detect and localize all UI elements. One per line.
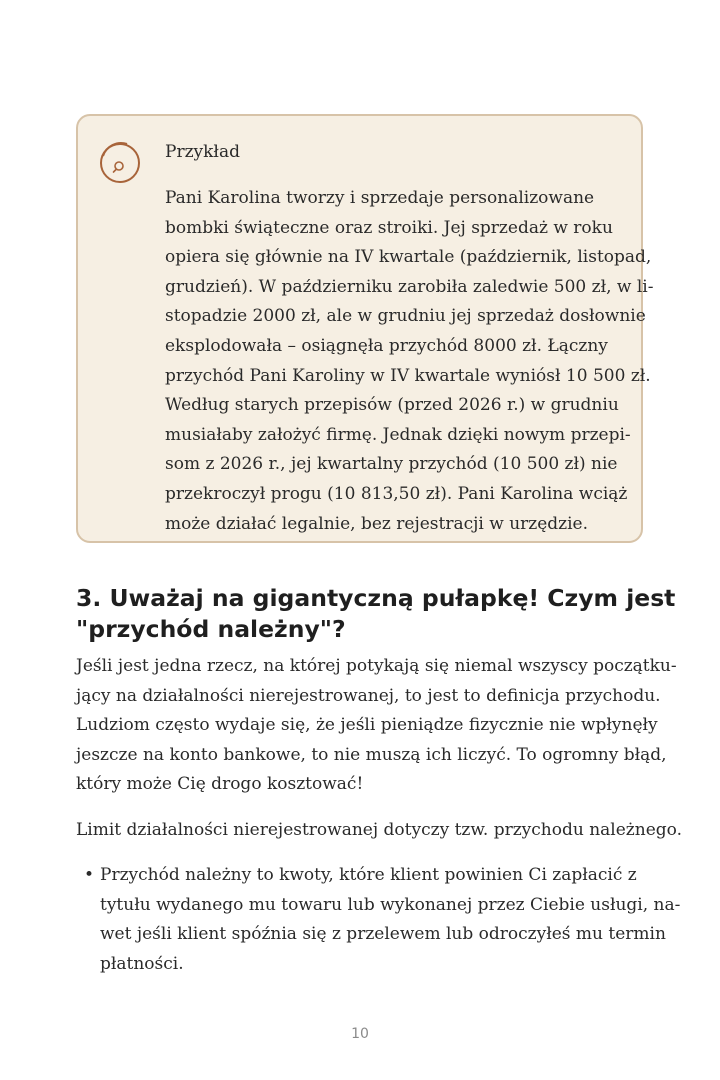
- callout-body: [165, 184, 654, 539]
- bullet-line: tytułu wydanego mu towaru lub wykonanej przez Ciebie usługi, na-: [100, 894, 681, 915]
- callout-line: stopadzie 2000 zł, ale w grudniu jej sprzedaż dosłownie: [165, 306, 646, 327]
- magnifier-search-icon: [97, 140, 141, 184]
- bullet-text: [100, 861, 681, 979]
- paragraph-line: Ludziom często wydaje się, że jeśli pieniądze fizycznie nie wpłynęły: [76, 715, 658, 736]
- bullet-line: wet jeśli klient spóźnia się z przelewem lub odroczyłeś mu termin: [100, 924, 666, 945]
- paragraph-line: Limit działalności nierejestrowanej dotyczy tzw. przychodu należnego.: [76, 820, 682, 840]
- callout-line: grudzień). W październiku zarobiła zaledwie 500 zł, w li-: [165, 276, 654, 297]
- paragraph-line: który może Cię drogo kosztować!: [76, 774, 364, 795]
- callout-line: może działać legalnie, bez rejestracji w urzędzie.: [165, 513, 589, 534]
- page-number: 10: [351, 1026, 369, 1042]
- callout-line: musiałaby założyć firmę. Jednak dzięki nowym przepi-: [165, 424, 631, 445]
- paragraph-line: jący na działalności nierejestrowanej, to jest to definicja przychodu.: [76, 685, 661, 706]
- callout-line: opiera się głównie na IV kwartale (październik, listopad,: [165, 247, 652, 268]
- callout-line: bombki świąteczne oraz stroiki. Jej sprzedaż w roku: [165, 217, 613, 238]
- limit-paragraph: [76, 816, 682, 846]
- intro-paragraph: [76, 652, 677, 800]
- bullet-line: Przychód należny to kwoty, które klient powinien Ci zapłacić z: [100, 865, 637, 885]
- section-heading: [76, 583, 676, 645]
- callout-line: przekroczył progu (10 813,50 zł). Pani Karolina wciąż: [165, 483, 628, 504]
- callout-line: eksplodowała – osiągnęła przychód 8000 zł. Łączny: [165, 335, 608, 356]
- heading-line: "przychód należny"?: [76, 615, 346, 643]
- callout-line: Według starych przepisów (przed 2026 r.) w grudniu: [165, 395, 619, 416]
- callout-line: Pani Karolina tworzy i sprzedaje personalizowane: [165, 188, 595, 208]
- bullet-marker: •: [84, 865, 95, 885]
- callout-label: Przykład: [165, 142, 240, 162]
- paragraph-line: Jeśli jest jedna rzecz, na której potykają się niemal wszyscy początku-: [76, 656, 677, 676]
- callout-line: przychód Pani Karoliny w IV kwartale wyniósł 10 500 zł.: [165, 365, 651, 386]
- example-callout: [76, 114, 654, 543]
- heading-line: 3. Uważaj na gigantyczną pułapkę! Czym jest: [76, 584, 676, 612]
- paragraph-line: jeszcze na konto bankowe, to nie muszą ich liczyć. To ogromny błąd,: [76, 744, 667, 765]
- callout-line: som z 2026 r., jej kwartalny przychód (10 500 zł) nie: [165, 454, 618, 475]
- bullet-line: płatności.: [100, 953, 184, 974]
